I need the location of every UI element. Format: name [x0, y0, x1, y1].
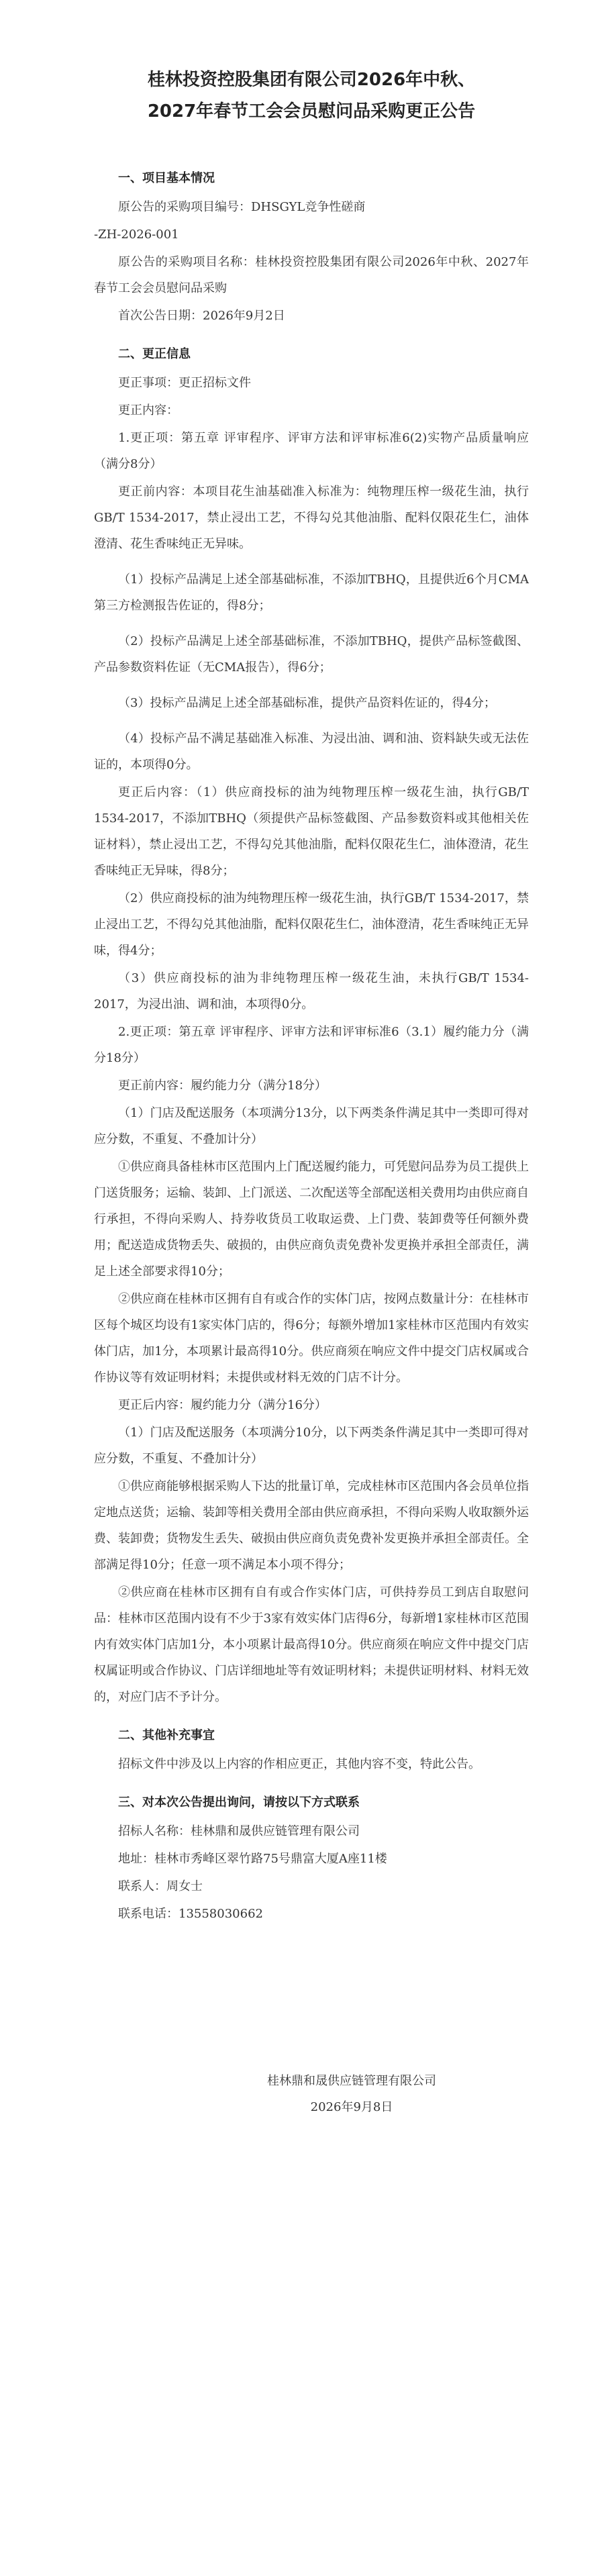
paragraph-phone: 联系电话：13558030662	[118, 1907, 263, 1921]
paragraph-after-2-a: （1）门店及配送服务（本项满分10分，以下两类条件满足其中一类即可得对应分数，不重复、不叠加计分）	[94, 1426, 529, 1466]
paragraph-after-1-a: 更正后内容：（1）供应商投标的油为纯物理压榨一级花生油，执行GB/T 1534-2017，不添加TBHQ（须提供产品标签截图、产品参数资料或其他相关佐证材料），禁止浸出工艺，不得勾兑其他油脂，配料仅限花生仁，油体澄清，花生香味纯正无异味，得8分；	[94, 785, 529, 878]
paragraph-before-2-a: （1）门店及配送服务（本项满分13分，以下两类条件满足其中一类即可得对应分数，不重复、不叠加计分）	[94, 1106, 529, 1146]
paragraph-before-2: 更正前内容：履约能力分（满分18分）	[118, 1079, 327, 1093]
paragraph-before-2-b: ①供应商具备桂林市区范围内上门配送履约能力，可凭慰问品券为员工提供上门送货服务；运输、装卸、上门派送、二次配送等全部配送相关费用均由供应商自行承担，不得向采购人、持券收货员工收取运费、上门费、装卸费等任何额外费用；配送造成货物丢失、破损的，由供应商负责免费补发更换并承担全部责任，满足上述全部要求得10分；	[94, 1160, 529, 1279]
paragraph-correction-content-label: 更正内容：	[118, 403, 179, 417]
paragraph-before-1-c: （3）投标产品满足上述全部基础标准，提供产品资料佐证的，得4分；	[118, 696, 496, 710]
paragraph-after-1-c: （3）供应商投标的油为非纯物理压榨一级花生油，未执行GB/T 1534-2017，为浸出油、调和油，本项得0分。	[94, 971, 529, 1011]
section-heading-contact: 三、对本次公告提出询问，请按以下方式联系	[118, 1795, 360, 1810]
title-line-2: 2027年春节工会会员慰问品采购更正公告	[147, 101, 476, 121]
title-line-1: 桂林投资控股集团有限公司2026年中秋、	[147, 70, 476, 90]
paragraph-before-1-a: （1）投标产品满足上述全部基础标准，不添加TBHQ，且提供近6个月CMA第三方检测报告佐证的，得8分；	[94, 573, 529, 613]
paragraph-correction-2: 2.更正项：第五章 评审程序、评审方法和评审标准6（3.1）履约能力分（满分18分）	[94, 1025, 529, 1065]
section-heading-other: 二、其他补充事宜	[118, 1728, 215, 1742]
signature-date: 2026年9月8日	[310, 2100, 393, 2114]
section-heading-project-info: 一、项目基本情况	[118, 171, 215, 185]
document-title	[94, 64, 529, 128]
paragraph-before-1-b: （2）投标产品满足上述全部基础标准，不添加TBHQ，提供产品标签截图、产品参数资料佐证（无CMA报告），得6分；	[94, 634, 529, 675]
paragraph-first-date: 首次公告日期：2026年9月2日	[118, 309, 285, 323]
paragraph-correction-1: 1.更正项：第五章 评审程序、评审方法和评审标准6(2)实物产品质量响应（满分8分）	[94, 431, 529, 471]
paragraph-address: 地址：桂林市秀峰区翠竹路75号鼎富大厦A座11楼	[118, 1852, 387, 1866]
paragraph-project-code: 原公告的采购项目编号：DHSGYL竞争性磋商	[118, 200, 366, 214]
section-heading-correction: 二、更正信息	[118, 347, 191, 361]
paragraph-after-2: 更正后内容：履约能力分（满分16分）	[118, 1398, 327, 1412]
paragraph-before-1: 更正前内容：本项目花生油基础准入标准为：纯物理压榨一级花生油，执行GB/T 1534-2017，禁止浸出工艺，不得勾兑其他油脂、配料仅限花生仁，油体澄清、花生香味纯正无异味。	[94, 485, 529, 551]
paragraph-project-name: 原公告的采购项目名称：桂林投资控股集团有限公司2026年中秋、2027年春节工会会员慰问品采购	[94, 255, 529, 295]
signature-block	[94, 2068, 529, 2120]
paragraph-after-2-b: ①供应商能够根据采购人下达的批量订单，完成桂林市区范围内各会员单位指定地点送货；运输、装卸等相关费用全部由供应商承担，不得向采购人收取额外运费、装卸费；货物发生丢失、破损由供应商负责免费补发更换并承担全部责任。全部满足得10分；任意一项不满足本小项不得分；	[94, 1479, 529, 1572]
signature-org: 桂林鼎和晟供应链管理有限公司	[267, 2074, 436, 2088]
paragraph-tenderer: 招标人名称：桂林鼎和晟供应链管理有限公司	[118, 1824, 360, 1838]
paragraph-after-2-c: ②供应商在桂林市区拥有自有或合作实体门店，可供持券员工到店自取慰问品：桂林市区范围内设有不少于3家有效实体门店得6分，每新增1家桂林市区范围内有效实体门店加1分，本小项累计最高得10分。供应商须在响应文件中提交门店权属证明或合作协议、门店详细地址等有效证明材料；未提供证明材料、材料无效的，对应门店不予计分。	[94, 1585, 529, 1704]
paragraph-correction-item: 更正事项：更正招标文件	[118, 376, 251, 390]
paragraph-before-1-d: （4）投标产品不满足基础准入标准、为浸出油、调和油、资料缺失或无法佐证的，本项得0分。	[94, 732, 529, 772]
paragraph-contact-person: 联系人：周女士	[118, 1879, 203, 1893]
paragraph-before-2-c: ②供应商在桂林市区拥有自有或合作的实体门店，按网点数量计分：在桂林市区每个城区均设有1家实体门店的，得6分；每额外增加1家桂林市区范围内有效实体门店，加1分，本项累计最高得10分。供应商须在响应文件中提交门店权属或合作协议等有效证明材料；未提供或材料无效的门店不计分。	[94, 1292, 529, 1385]
paragraph-project-code-cont: -ZH-2026-001	[94, 228, 179, 242]
paragraph-other: 招标文件中涉及以上内容的作相应更正，其他内容不变，特此公告。	[118, 1757, 481, 1771]
paragraph-after-1-b: （2）供应商投标的油为纯物理压榨一级花生油，执行GB/T 1534-2017，禁止浸出工艺，不得勾兑其他油脂，配料仅限花生仁，油体澄清，花生香味纯正无异味，得4分；	[94, 891, 529, 958]
